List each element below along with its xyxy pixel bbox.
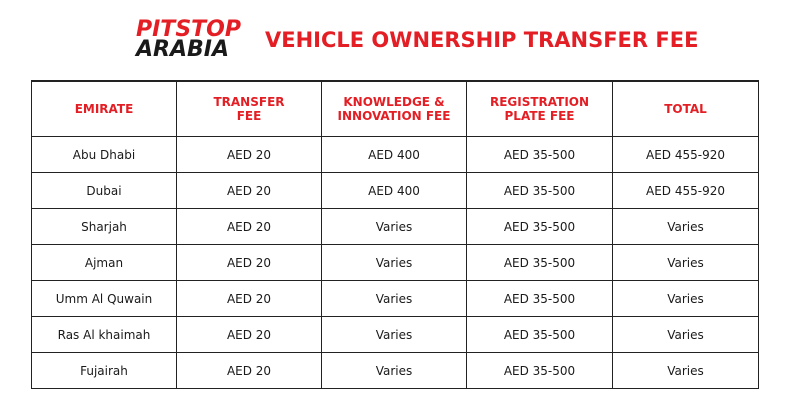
page-title: VEHICLE OWNERSHIP TRANSFER FEE: [265, 28, 699, 52]
page-header: [0, 0, 789, 80]
cell-knowledge-fee: AED 400: [322, 173, 467, 209]
pitstop-arabia-logo: [136, 17, 246, 62]
table-row: [32, 245, 759, 281]
cell-plate-fee: AED 35-500: [467, 173, 613, 209]
cell-total: Varies: [613, 245, 759, 281]
cell-transfer-fee: AED 20: [177, 209, 322, 245]
fee-table: [31, 80, 759, 389]
cell-emirate: Fujairah: [32, 353, 177, 389]
header-knowledge-innovation-fee: KNOWLEDGE & INNOVATION FEE: [322, 81, 467, 137]
cell-plate-fee: AED 35-500: [467, 245, 613, 281]
cell-total: AED 455-920: [613, 137, 759, 173]
cell-plate-fee: AED 35-500: [467, 137, 613, 173]
cell-emirate: Abu Dhabi: [32, 137, 177, 173]
header-emirate: EMIRATE: [32, 81, 177, 137]
cell-total: Varies: [613, 353, 759, 389]
cell-knowledge-fee: Varies: [322, 317, 467, 353]
cell-total: Varies: [613, 281, 759, 317]
cell-plate-fee: AED 35-500: [467, 281, 613, 317]
cell-transfer-fee: AED 20: [177, 317, 322, 353]
header-transfer-fee: TRANSFER FEE: [177, 81, 322, 137]
cell-total: Varies: [613, 317, 759, 353]
cell-plate-fee: AED 35-500: [467, 209, 613, 245]
cell-emirate: Sharjah: [32, 209, 177, 245]
cell-plate-fee: AED 35-500: [467, 353, 613, 389]
table-row: [32, 173, 759, 209]
cell-knowledge-fee: Varies: [322, 353, 467, 389]
cell-emirate: Ajman: [32, 245, 177, 281]
cell-knowledge-fee: Varies: [322, 281, 467, 317]
cell-transfer-fee: AED 20: [177, 173, 322, 209]
table-row: [32, 209, 759, 245]
cell-total: Varies: [613, 209, 759, 245]
cell-emirate: Ras Al khaimah: [32, 317, 177, 353]
cell-transfer-fee: AED 20: [177, 353, 322, 389]
cell-transfer-fee: AED 20: [177, 137, 322, 173]
cell-transfer-fee: AED 20: [177, 281, 322, 317]
header-registration-plate-fee: REGISTRATION PLATE FEE: [467, 81, 613, 137]
cell-knowledge-fee: Varies: [322, 245, 467, 281]
table-row: [32, 281, 759, 317]
cell-total: AED 455-920: [613, 173, 759, 209]
cell-knowledge-fee: Varies: [322, 209, 467, 245]
cell-transfer-fee: AED 20: [177, 245, 322, 281]
cell-emirate: Umm Al Quwain: [32, 281, 177, 317]
cell-plate-fee: AED 35-500: [467, 317, 613, 353]
table-header-row: [32, 81, 759, 137]
header-total: TOTAL: [613, 81, 759, 137]
logo-text-bottom: ARABIA: [136, 37, 229, 62]
cell-knowledge-fee: AED 400: [322, 137, 467, 173]
table-row: [32, 137, 759, 173]
table-row: [32, 353, 759, 389]
logo-text-top: PITSTOP: [136, 17, 241, 42]
table-row: [32, 317, 759, 353]
cell-emirate: Dubai: [32, 173, 177, 209]
